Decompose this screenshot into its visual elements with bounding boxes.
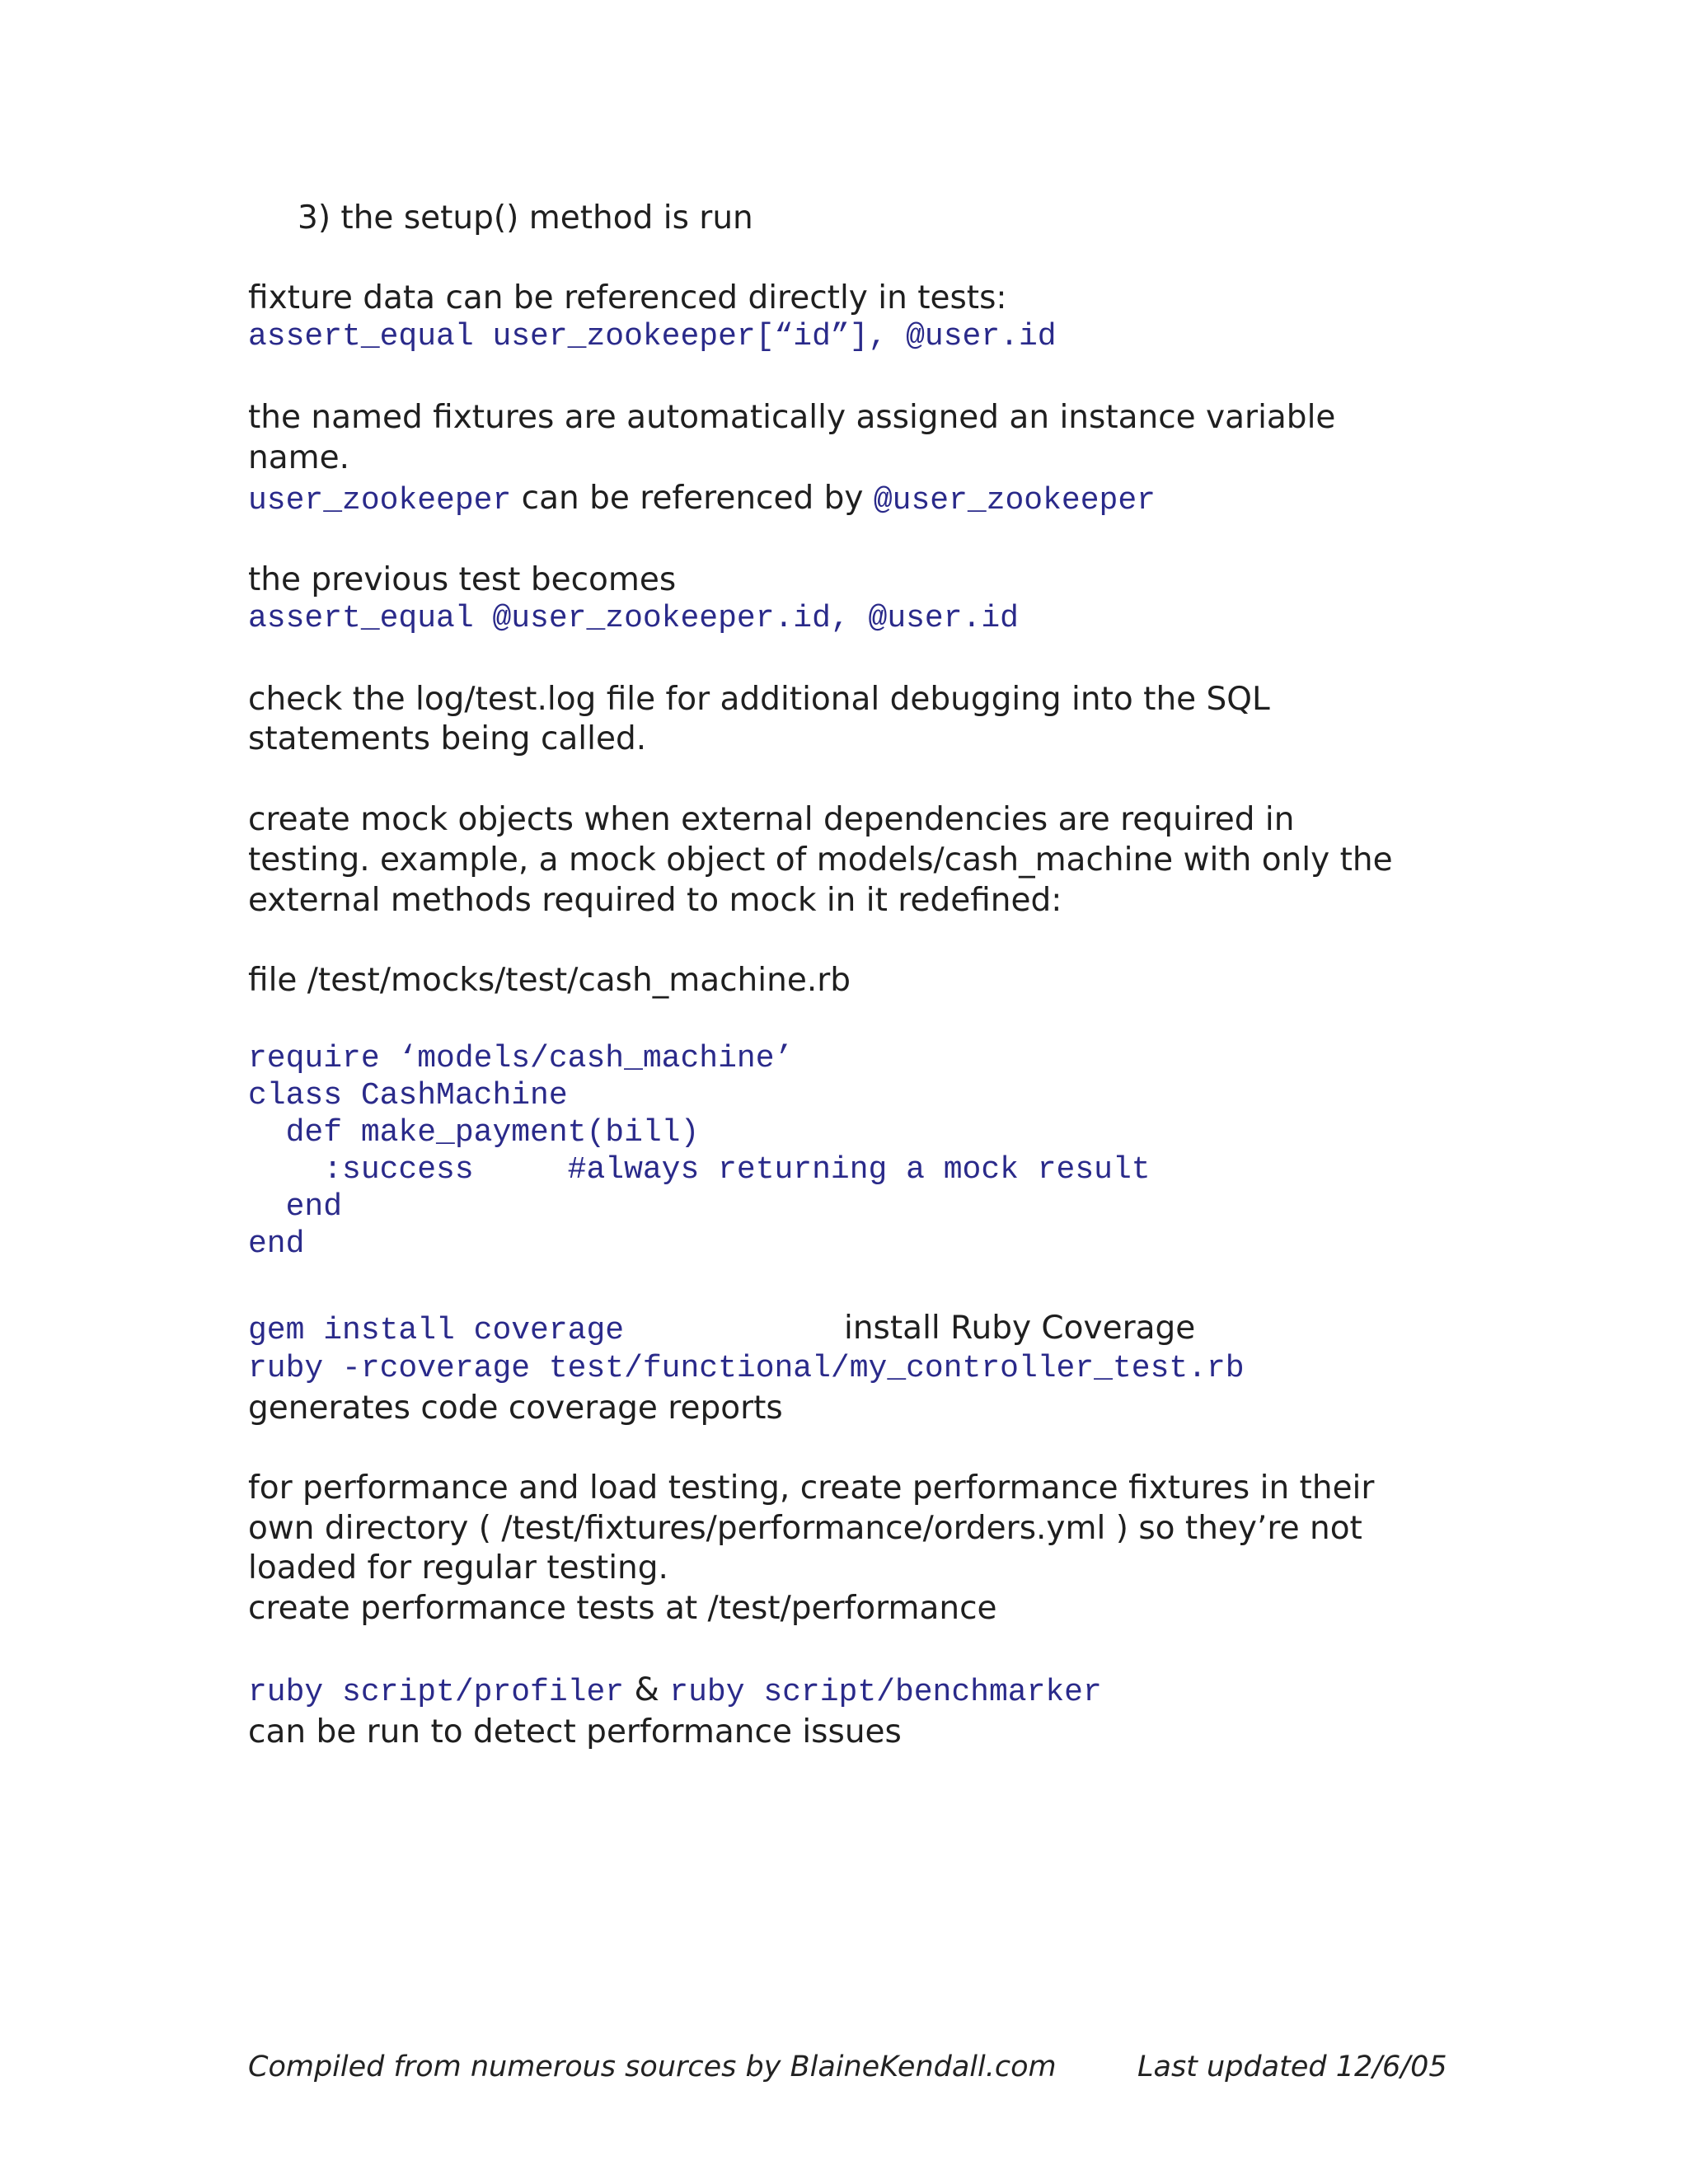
profiler-desc: can be run to detect performance issues [248,1713,902,1750]
named-code-1: user_zookeeper [248,483,512,518]
named-fixtures-line-2: name. [248,439,349,476]
footer-updated: Last updated 12/6/05 [1137,2050,1447,2083]
profiler-code: ruby script/profiler [248,1675,625,1710]
performance-line-4: create performance tests at /test/performance [248,1590,997,1627]
footer-credit: Compiled from numerous sources by BlaineKendall.com [248,2050,1057,2083]
mock-line-3: external methods required to mock in it redefined: [248,882,1062,919]
code-line-4: :success #always returning a mock result [248,1152,1151,1188]
mock-file-path: file /test/mocks/test/cash_machine.rb [248,962,851,999]
code-line-5: end [248,1189,343,1225]
named-mid-text: can be referenced by [511,480,874,517]
previous-test-text: the previous test becomes [248,561,677,598]
log-line-1: check the log/test.log file for additional debugging into the SQL [248,681,1270,718]
performance-line-3: loaded for regular testing. [248,1549,668,1586]
named-fixtures-line-1: the named fixtures are automatically assigned an instance variable [248,399,1336,436]
mock-line-1: create mock objects when external dependencies are required in [248,801,1295,838]
fixture-ref-text: fixture data can be referenced directly in tests: [248,279,1007,316]
named-code-2: @user_zookeeper [873,483,1156,518]
code-line-1: require ‘models/cash_machine’ [248,1041,794,1076]
code-line-2: class CashMachine [248,1078,568,1113]
log-line-2: statements being called. [248,720,647,757]
code-line-6: end [248,1226,305,1262]
ampersand: & [624,1671,670,1708]
previous-test-code: assert_equal @user_zookeeper.id, @user.id [248,601,1019,636]
profiler-line [248,1670,1102,1713]
fixture-ref-code: assert_equal user_zookeeper[“id”], @user.id [248,319,1057,354]
performance-line-1: for performance and load testing, create performance fixtures in their [248,1469,1375,1507]
coverage-install-desc: install Ruby Coverage [844,1310,1196,1347]
benchmarker-code: ruby script/benchmarker [669,1675,1102,1710]
coverage-desc: generates code coverage reports [248,1390,783,1427]
coverage-run-code: ruby -rcoverage test/functional/my_controller_test.rb [248,1351,1245,1386]
performance-line-2: own directory ( /test/fixtures/performance/orders.yml ) so they’re not [248,1510,1362,1547]
coverage-install-code: gem install coverage [248,1313,625,1348]
named-fixtures-line-3 [248,478,1156,521]
mock-line-2: testing. example, a mock object of models/cash_machine with only the [248,841,1393,879]
step-3-text: 3) the setup() method is run [298,199,753,237]
code-line-3: def make_payment(bill) [248,1115,700,1151]
